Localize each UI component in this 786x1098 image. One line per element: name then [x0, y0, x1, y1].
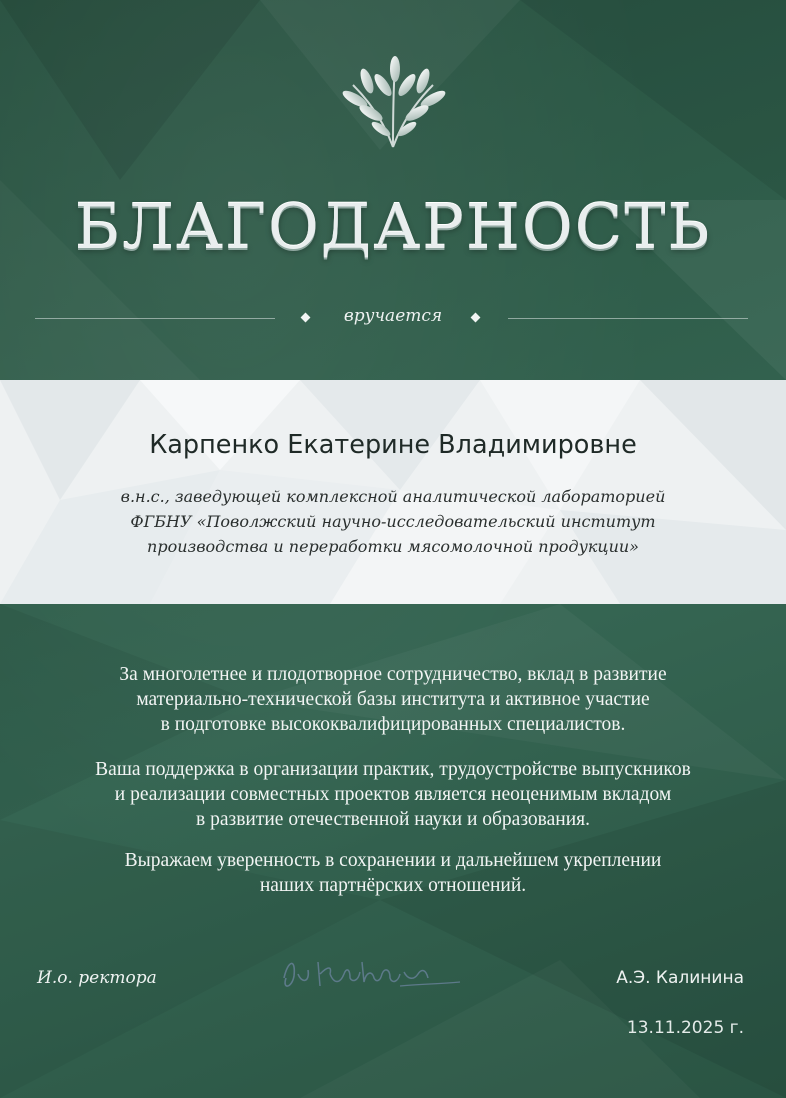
paragraph-line: и реализации совместных проектов является неоценимым вкладом	[114, 784, 672, 805]
paragraph-line: Выражаем уверенность в сохранении и дальнейшем укреплении	[124, 850, 662, 871]
paragraph-line: в развитие отечественной науки и образования.	[196, 809, 590, 830]
recipient-position	[60, 484, 726, 559]
signer-name: А.Э. Калинина	[616, 968, 744, 988]
recipient-name: Карпенко Екатерине Владимировне	[149, 430, 637, 460]
gratitude-paragraph-1	[30, 662, 756, 737]
paragraph-line: в подготовке высококвалифицированных специалистов.	[160, 714, 626, 735]
laurel-branch-icon	[323, 55, 463, 155]
handwritten-signature	[270, 948, 470, 998]
awarded-label: вручается	[343, 306, 443, 326]
position-line: в.н.с., заведующей комплексной аналитической лабораторией	[120, 487, 666, 506]
position-line: ФГБНУ «Поволжский научно-исследовательский институт	[130, 512, 656, 531]
paragraph-line: наших партнёрских отношений.	[259, 875, 527, 896]
issue-date: 13.11.2025 г.	[626, 1018, 744, 1038]
paragraph-line: За многолетнее и плодотворное сотрудничество, вклад в развитие	[119, 664, 667, 685]
certificate-title: БЛАГОДАРНОСТЬ	[74, 190, 712, 263]
signer-title: И.о. ректора	[37, 968, 157, 988]
position-line: производства и переработки мясомолочной продукции»	[147, 537, 639, 556]
paragraph-line: Ваша поддержка в организации практик, трудоустройстве выпускников	[95, 759, 691, 780]
divider-line-right	[508, 318, 748, 319]
paragraph-line: материально-технической базы института и активное участие	[136, 689, 650, 710]
gratitude-paragraph-3	[30, 848, 756, 898]
gratitude-paragraph-2	[30, 757, 756, 832]
